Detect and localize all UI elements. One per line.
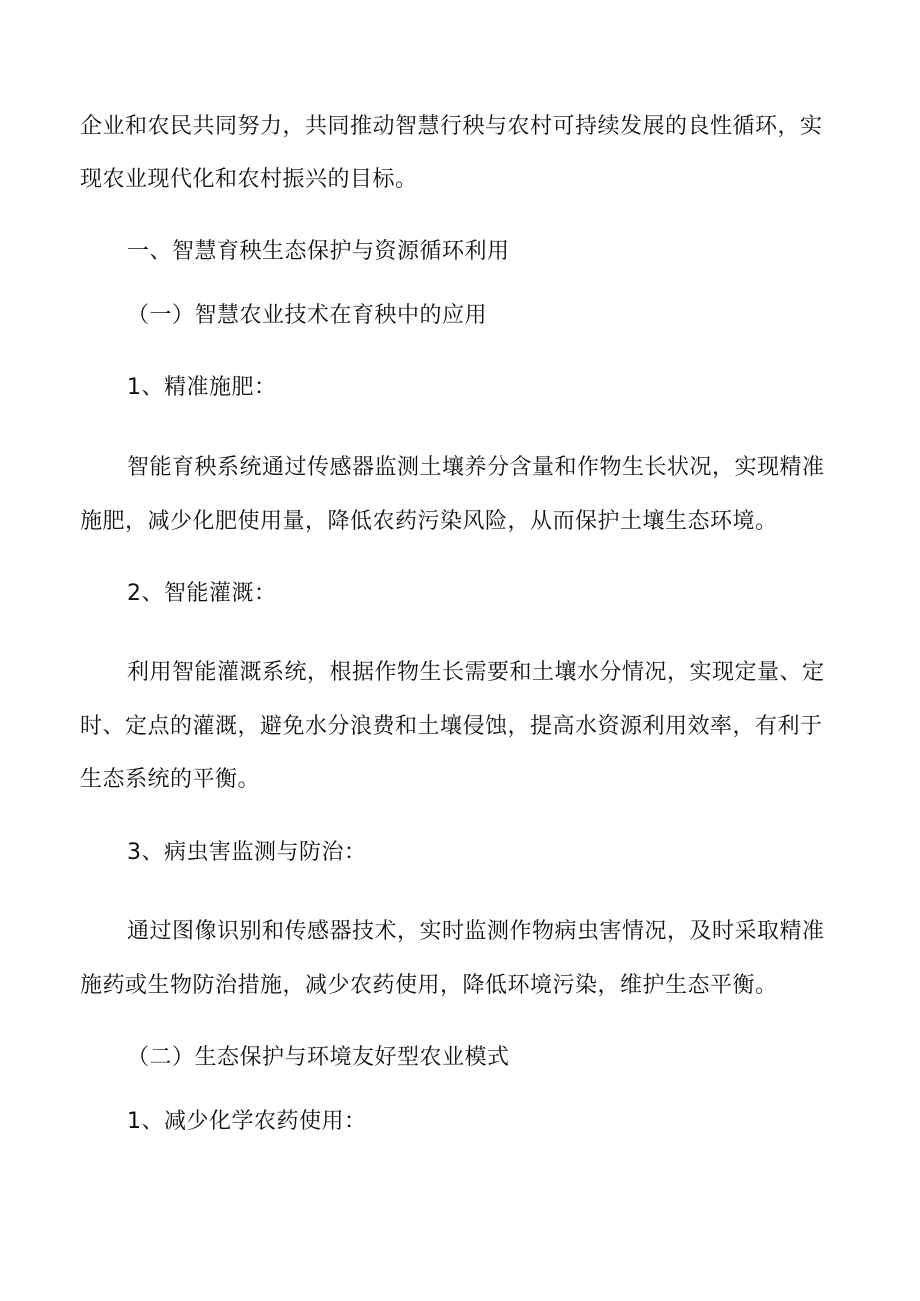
item-title: 3、病虫害监测与防治：	[127, 840, 367, 865]
section-heading: 一、智慧育秧生态保护与资源循环利用	[127, 239, 510, 264]
paragraph-line: 智能育秧系统通过传感器监测土壤养分含量和作物生长状况，实现精准	[127, 455, 825, 480]
paragraph-line: 通过图像识别和传感器技术，实时监测作物病虫害情况，及时采取精准	[127, 919, 825, 944]
subsection-heading: （一）智慧农业技术在育秧中的应用	[127, 303, 488, 328]
paragraph-line: 生态系统的平衡。	[80, 767, 261, 792]
paragraph-line: 施药或生物防治措施，减少农药使用，降低环境污染，维护生态平衡。	[80, 973, 778, 998]
paragraph-line: 现农业现代化和农村振兴的目标。	[80, 167, 418, 192]
subsection-heading: （二）生态保护与环境友好型农业模式	[127, 1045, 510, 1070]
paragraph-line: 时、定点的灌溉，避免水分浪费和土壤侵蚀，提高水资源利用效率，有利于	[80, 714, 823, 739]
paragraph-line: 利用智能灌溉系统，根据作物生长需要和土壤水分情况，实现定量、定	[127, 660, 825, 685]
paragraph-line: 企业和农民共同努力，共同推动智慧行秧与农村可持续发展的良性循环，实	[80, 114, 823, 139]
item-title: 1、减少化学农药使用：	[127, 1109, 367, 1134]
paragraph-line: 施肥，减少化肥使用量，降低农药污染风险，从而保护土壤生态环境。	[80, 509, 778, 534]
item-title: 2、智能灌溉：	[127, 581, 277, 606]
item-title: 1、精准施肥：	[127, 375, 277, 400]
